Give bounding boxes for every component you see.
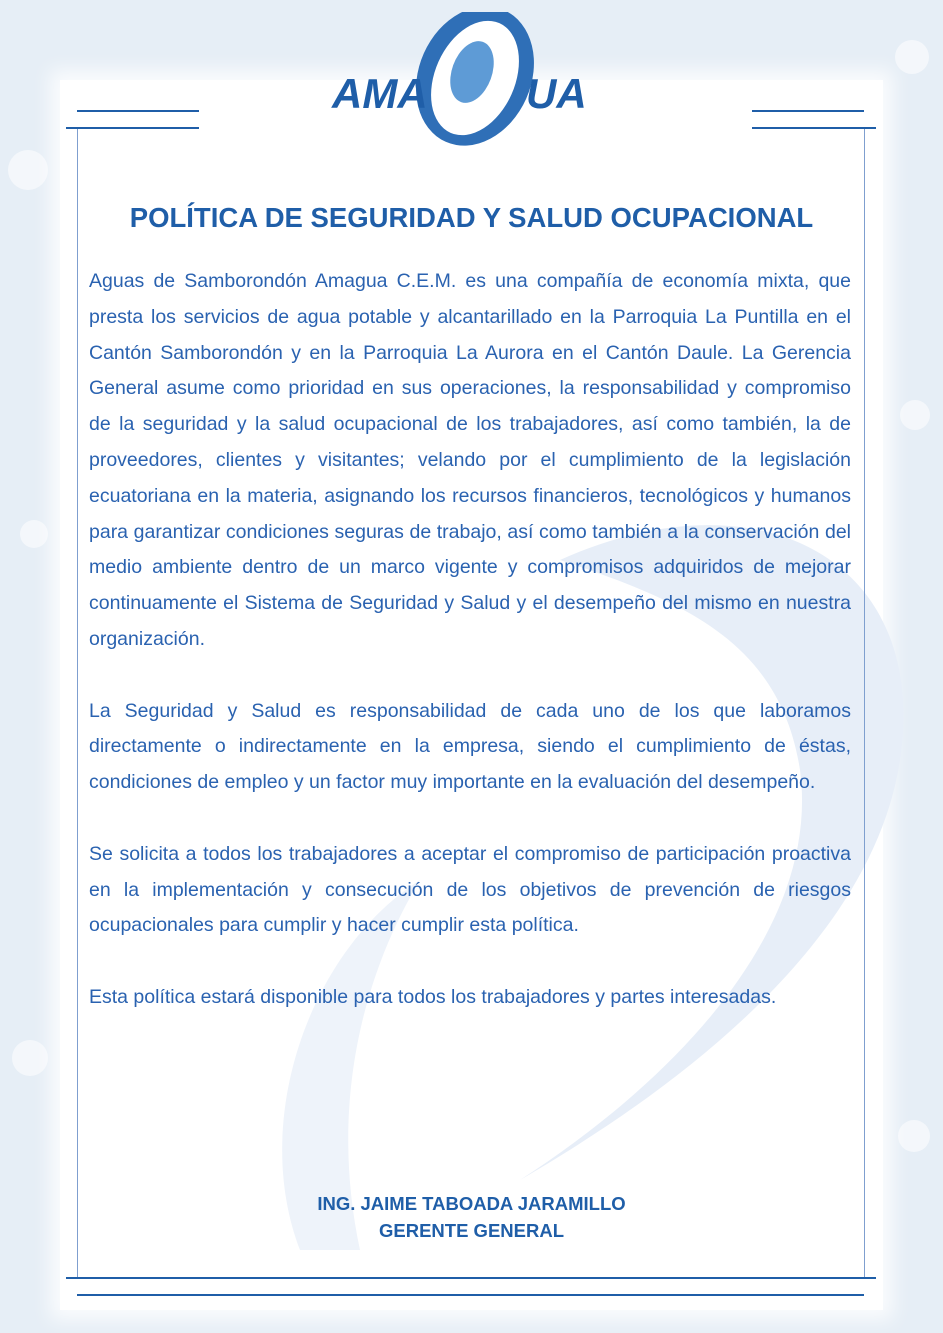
frame-top-right-rule xyxy=(752,127,876,129)
amagua-logo xyxy=(330,12,620,162)
logo-text-right: UA xyxy=(526,70,587,117)
signature-block xyxy=(160,1190,783,1244)
frame-top-left-rule xyxy=(66,127,199,129)
frame-top-right-rule xyxy=(752,110,864,112)
frame-bottom-rule xyxy=(66,1277,876,1279)
frame-top-left-rule xyxy=(77,110,199,112)
logo-text-left: AMA xyxy=(332,70,428,117)
signatory-role: GERENTE GENERAL xyxy=(378,1220,565,1241)
document-body xyxy=(89,264,851,1016)
paragraph-availability: Esta política estará disponible para todos los trabajadores y partes interesadas. xyxy=(89,985,777,1008)
frame-bottom-rule xyxy=(77,1294,864,1296)
paragraph-responsibility: La Seguridad y Salud es responsabilidad de cada uno de los que laboramos directamente o indirectamente en la empresa, siendo el cumplimiento de éstas, condiciones de empleo y un factor muy importante en la evaluación del desempeño. xyxy=(89,699,851,794)
frame-left-line xyxy=(77,128,78,1278)
document-title: POLÍTICA DE SEGURIDAD Y SALUD OCUPACIONAL xyxy=(129,202,814,233)
paragraph-commitment: Se solicita a todos los trabajadores a aceptar el compromiso de participación proactiva en la implementación y consecución de los objetivos de prevención de riesgos ocupacionales para cumplir y hacer cumplir esta política. xyxy=(89,842,851,937)
signatory-name: ING. JAIME TABOADA JARAMILLO xyxy=(317,1193,626,1214)
paragraph-intro: Aguas de Samborondón Amagua C.E.M. es una compañía de economía mixta, que presta los servicios de agua potable y alcantarillado en la Parroquia La Puntilla en el Cantón Samborondón y en la Parroquia La Aurora en el Cantón Daule. La Gerencia General asume como prioridad en sus operaciones, la responsabilidad y compromiso de la seguridad y la salud ocupacional de los trabajadores, así como también, la de proveedores, clientes y visitantes; velando por el cumplimiento de la legislación ecuatoriana en la materia, asignando los recursos financieros, tecnológicos y humanos para garantizar condiciones seguras de trabajo, así como también a la conservación del medio ambiente dentro de un marco vigente y compromisos adquiridos de mejorar continuamente el Sistema de Seguridad y Salud y el desempeño del mismo en nuestra organización. xyxy=(89,270,851,650)
frame-right-line xyxy=(864,128,865,1278)
